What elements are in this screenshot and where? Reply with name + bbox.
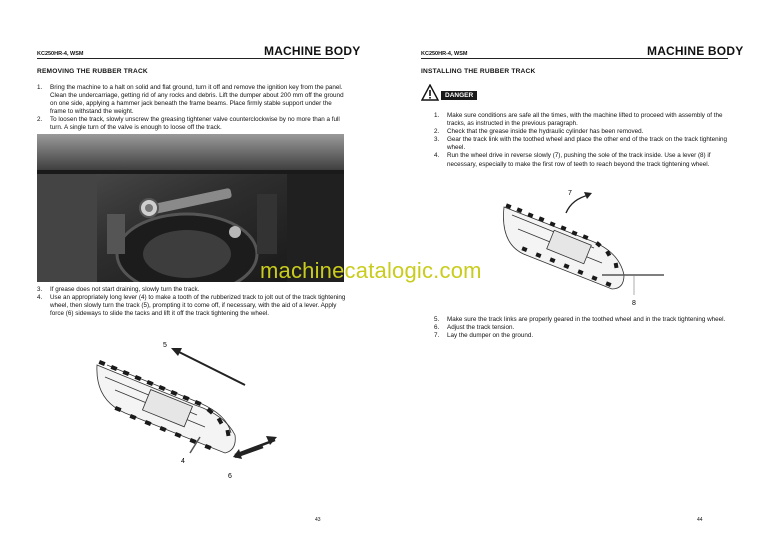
steps-list-bottom	[434, 316, 734, 340]
header-rule	[37, 58, 344, 59]
section-title: REMOVING THE RUBBER TRACK	[37, 68, 148, 75]
label-four: 4	[181, 458, 185, 465]
warning-icon	[421, 84, 439, 102]
label-eight: 8	[632, 300, 636, 307]
label-seven: 7	[568, 190, 572, 197]
steps-list-bottom	[37, 286, 349, 318]
track-removal-diagram	[85, 335, 285, 485]
track-install-diagram	[494, 185, 674, 310]
header-rule	[421, 58, 728, 59]
list-item: 7. Lay the dumper on the ground.	[434, 332, 534, 340]
list-item: 2. Check that the grease inside the hydraulic cylinder has been removed.	[434, 128, 644, 136]
list-item: 1. Make sure conditions are safe all the times, with the machine lifted to proceed with assembly of the tracks, as instructed in the previous paragraph.	[434, 112, 723, 128]
model-label: KC250HR-4, WSM	[421, 51, 468, 57]
page-number: 44	[697, 517, 703, 523]
list-item: 3. If grease does not start draining, slowly turn the track.	[37, 286, 200, 293]
list-item: 4. Use an appropriately long lever (4) to make a tooth of the rubberized track to jolt out of the track tightening wheel, then slowly turn the track (5), prompting it to come off, if necessary, with the aid of a lever. Apply force (6) sideways to slide the tacks and lift it off the track tightening the wheel.	[37, 294, 346, 318]
page-title: MACHINE BODY	[264, 44, 361, 58]
list-item: 6. Adjust the track tension.	[434, 324, 515, 332]
list-item: 5. Make sure the track links are properly geared in the toothed wheel and in the track tightening wheel.	[434, 316, 726, 323]
page-number: 43	[315, 517, 321, 523]
danger-label: DANGER	[441, 91, 477, 100]
page-title: MACHINE BODY	[647, 44, 744, 58]
label-six: 6	[228, 473, 232, 480]
list-item: 4. Run the wheel drive in reverse slowly (7), pushing the sole of the track inside. Use a lever (8) if necessary, especially to make the first row of teeth to reach beyond the track tightening wheel.	[434, 152, 711, 168]
model-label: KC250HR-4, WSM	[37, 51, 84, 57]
list-item: 2. To loosen the track, slowly unscrew the greasing tightener valve counterclockwise by no more than a full turn. A single turn of the valve is enough to loose off the track.	[37, 116, 340, 132]
section-title: INSTALLING THE RUBBER TRACK	[421, 68, 536, 75]
list-item: 1. Bring the machine to a halt on solid and flat ground, turn it off and remove the ignition key from the panel. Clean the undercarriage, getting rid of any rocks and debris. Lift the dumper about 200 mm off the ground on one side, applying a hammer jack beneath the frame beams. Place firmly stable support under the frame to withstand the weight.	[37, 84, 344, 116]
watermark: machinecatalogic.com	[260, 258, 482, 283]
label-five: 5	[163, 342, 167, 349]
steps-list-top	[37, 84, 349, 133]
list-item: 3. Gear the track link with the toothed wheel and place the other end of the track on the track tightening wheel.	[434, 136, 728, 152]
steps-list-top	[434, 112, 734, 169]
